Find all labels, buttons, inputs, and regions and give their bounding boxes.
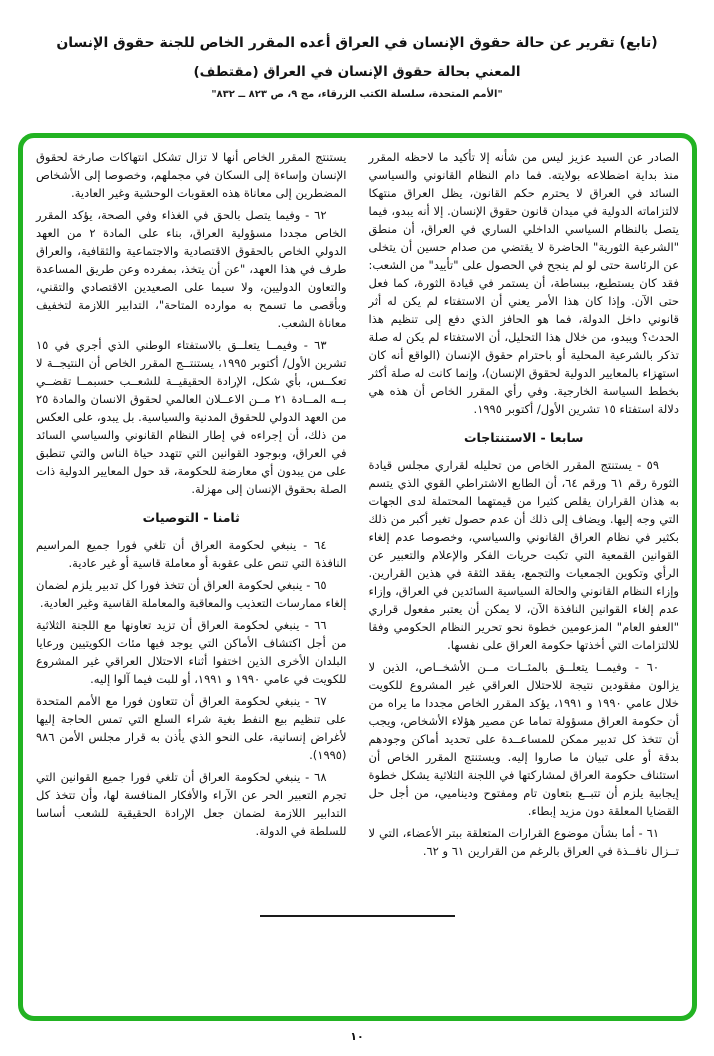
paragraph-65: ٦٥ - ينبغي لحكومة العراق أن تتخذ فورا كل تدبير يلزم لضمان إلغاء ممارسات التعذيب والمعاقبة والمعاملة القاسية وغير العادية. — [36, 578, 347, 610]
end-of-text-divider — [260, 915, 455, 917]
paragraph-63: ٦٣ - وفيمــا يتعلــق بالاستفتاء الوطني الذي أجري في ١٥ تشرين الأول/ أكتوبر ١٩٩٥، يستنتــج المقرر الخاص أن النتيجــة لا تعكــس، بأي شكل، الإرادة الحقيقيــة للشعــب حسبمــا تقضــي بــه المــادة ٢١ مــن الاعــلان العالمي لحقوق الانسان والمادة ٢٥ من العهد الدولي للحقوق المدنية والسياسية. بل يبدو، على العكس من ذلك، أن إجراءه في إطار النظام القانوني والسياسي السائد في العراق، وبوجود القوانين التي تتهدد حياة الناس والتي تنطبق على من يبدون أي معارضة للحكومة، قد حول المعايير الدولية ذات الصلة بحقوق الإنسان إلى مهزلة. — [36, 338, 347, 496]
paragraph-62: ٦٢ - وفيما يتصل بالحق في الغذاء وفي الصحة، يؤكد المقرر الخاص مجددا مسؤولية العراق، بناء على المادة ٢ من العهد الدولي الخاص بالحقوق الاقتصادية والاجتماعية والثقافية، والعراق طرف في هذا العهد، "عن أن يتخذ، بمفرده وعن طريق المساعدة والتعاون الدوليين، ولا سيما على الصعيدين الاقتصادي والتقني، وبأقصى ما تسمح به موارده المتاحة"، التدابير اللازمة لتخفيف معاناة الشعب. — [36, 208, 347, 330]
paragraph-68: ٦٨ - ينبغي لحكومة العراق أن تلغي فورا جميع القوانين التي تجرم التعبير الحر عن الآراء والأفكار المنافسة لها، وأن تتخذ كل التدابير اللازمة لضمان جعل الإرادة الحقيقية للشعب أساسا للسلطة في الدولة. — [36, 770, 347, 838]
column-right — [369, 148, 680, 1008]
paragraph-61: ٦١ - أما بشأن موضوع القرارات المتعلقة ببتر الأعضاء، التي لا تــزال نافــذة في العراق بالرغم من القرارين ٦١ و ٦٢. — [368, 826, 679, 858]
page-number: ١٠ — [350, 1030, 364, 1043]
column-left — [36, 148, 347, 1008]
document-header — [0, 34, 714, 100]
document-source-citation: "الأمم المتحدة، سلسلة الكتب الزرقاء، مج ٩، ص ٨٢٣ ــ ٨٣٢" — [211, 89, 503, 101]
paragraph-66: ٦٦ - ينبغي لحكومة العراق أن تزيد تعاونها مع اللجنة الثلاثية من أجل اكتشاف الأماكن التي يوجد فيها مئات الكويتيين ورعايا البلدان الأخرى الذين اختفوا أثناء الاحتلال العراقي غير المشروع للكويت في عامي ١٩٩٠ و ١٩٩١، أو للبت فيما آلوا إليه. — [36, 618, 347, 686]
content-border — [18, 133, 697, 1021]
paragraph-64: ٦٤ - ينبغي لحكومة العراق أن تلغي فورا جميع المراسيم النافذة التي تنص على عقوبة أو معاملة قاسية أو غير عادية. — [36, 538, 347, 570]
paragraph-continuation: الصادر عن السيد عزيز ليس من شأنه إلا تأكيد ما لاحظه المقرر منذ بداية اضطلاعه بولايته. فما دام النظام القانوني والسياسي السائد في العراق لا يحترم حكم القانون، يظل العراق منتهكا لالتزاماته الدولية في ميدان قانون حقوق الإنسان. إلا أنه يبدو، فيما يتصل بالنظام السياسي الداخلي الساري في العراق، أن منطق "الشرعية الثورية" الحاضرة لا يقتضي من صدام حسين أن يتخلى عن الرئاسة حتى لو لم ينجح في الحصول على "تأييد" من الشعب: فقد كان يستطيع، ببساطة، أن يستمر في قيادة الثورة، كما فعل حتى الآن. وإذا كان هذا الأمر يعني أن الاستفتاء لم يكن له أثر قانوني داخل الدولة، فما هو الحافز الذي دفع إلى تنظيم هذا الحدث؟ ويبدو، من خلال هذا التحليل، أن الاستفتاء لم يكن له صلة تذكر بالشرعية المحلية أو باحترام حقوق الإنسان (الواقع أنه كان استهزاء بالمعايير الدولية لحقوق الإنسان)، وإنما كانت له صلة أكثر بخطط السياسة الخارجية. وفي رأي المقرر الخاص أن هذه هي دلالة استفتاء ١٥ تشرين الأول/ أكتوبر ١٩٩٥. — [368, 150, 679, 416]
paragraph-67: ٦٧ - ينبغي لحكومة العراق أن تتعاون فورا مع الأمم المتحدة على تنظيم بيع النفط بغية شراء السلع التي تمس الحاجة إليها لأغراض إنسانية، على النحو الذي يأذن به قرار مجلس الأمن ٩٨٦ (١٩٩٥). — [36, 694, 347, 762]
document-title-line1: (تابع) تقرير عن حالة حقوق الإنسان في العراق أعده المقرر الخاص للجنة حقوق الإنسان — [56, 35, 658, 51]
section-heading-conclusions: سابعا - الاستنتاجات — [464, 430, 584, 445]
paragraph-60: ٦٠ - وفيمــا يتعلــق بالمئــات مــن الأشخــاص، الذين لا يزالون مفقودين نتيجة للاحتلال العراقي غير المشروع للكويت خلال عامي ١٩٩٠ و ١٩٩١، يؤكد المقرر الخاص مجددا ما يراه من أن حكومة العراق مسؤولة تماما عن مصير هؤلاء الأشخاص، ويجب أن تتخذ كل تدبير ممكن للمساعــدة على تحديد أماكن وجودهم بدقة أو على تبيان ما صاروا إليه. ويستنتج المقرر الخاص أن استئناف حكومة العراق لمشاركتها في اللجنة الثلاثية يشكل خطوة إيجابية يلزم أن تتبــع بتعاون تام ومفتوح وديناميي، من أجل حل القضايا المعلقة دون مزيد إبطاء. — [368, 660, 680, 818]
section-heading-recommendations: ثامنا - التوصيات — [142, 510, 240, 525]
document-title-line2: المعني بحالة حقوق الإنسان في العراق (مقتطف) — [193, 63, 521, 80]
paragraph-59: ٥٩ - يستنتج المقرر الخاص من تحليله لقراري مجلس قيادة الثورة رقم ٦١ ورقم ٦٤، أن الطابع الاشتراطي القوي الذي يتسم به هذان القراران يقلص كثيرا من قيمتهما المحتملة لدى الجهات التي وجه إليها. ويضاف إلى ذلك أن عدم حصول تغير أكبر من ذلك بكثير في نظام العراق القانوني والسياسي، وخصوصا عدم إلغاء القوانين القمعية التي تكبت حريات الفكر والإعلام والتعبير عن الرأي وتكوين الجمعيات والتجمع، يفقد الثقة في هذين القرارين. وإزاء النظام القانوني والحالة السياسية السائدين في العراق، وإزاء عدم إلغاء القوانين النافذة الآن، لا يمكن أن يعتبر مفعول قراري "العفو العام" المزعومين خطوة نحو تحرير النظام الحكومي وفقا للالتزامات التي أخذتها حكومة العراق على نفسها. — [368, 458, 679, 652]
two-column-layout — [36, 148, 679, 1008]
paragraph-61-continuation: يستنتج المقرر الخاص أنها لا تزال تشكل انتهاكات صارخة لحقوق الإنسان وإساءة إلى السكان في مجملهم، وخصوصا إلى الأشخاص المضطرين إلى معاناة هذه العقوبات الوحشية وغير العادية. — [36, 150, 347, 200]
